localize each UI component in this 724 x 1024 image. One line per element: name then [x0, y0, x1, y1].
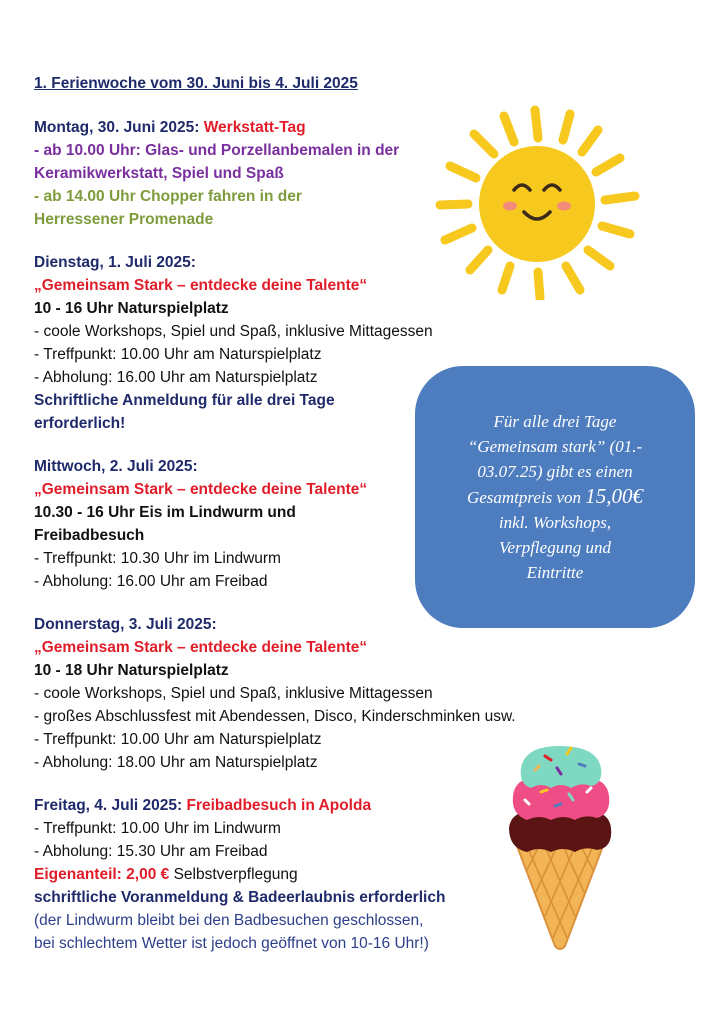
callout-line-4: Gesamtpreis von: [466, 488, 586, 507]
list-item: - Abholung: 18.00 Uhr am Naturspielplatz: [34, 754, 318, 771]
list-item: - coole Workshops, Spiel und Spaß, inklusive Mittagessen: [34, 685, 433, 702]
friday-title: Freibadbesuch in Apolda: [186, 797, 372, 814]
callout-line-3: 03.07.25) gibt es einen: [477, 462, 633, 481]
wednesday-time-1: 10.30 - 16 Uhr Eis im Lindwurm und: [34, 504, 296, 521]
thursday-date: Donnerstag, 3. Juli 2025:: [34, 616, 217, 633]
callout-line-6: Verpflegung und: [499, 538, 611, 557]
callout-line-2: “Gemeinsam stark” (01.-: [467, 437, 643, 456]
callout-line-7: Eintritte: [526, 563, 584, 582]
monday-line-2: Keramikwerkstatt, Spiel und Spaß: [34, 165, 284, 182]
list-item: - großes Abschlussfest mit Abendessen, Disco, Kinderschminken usw.: [34, 708, 516, 725]
tuesday-note-2: erforderlich!: [34, 415, 126, 432]
callout-line-1: Für alle drei Tage: [493, 412, 617, 431]
list-item: - Abholung: 16.00 Uhr am Naturspielplatz: [34, 369, 318, 386]
tuesday-time: 10 - 16 Uhr Naturspielplatz: [34, 300, 229, 317]
tuesday-note-1: Schriftliche Anmeldung für alle drei Tage: [34, 392, 335, 409]
tuesday-date: Dienstag, 1. Juli 2025:: [34, 254, 196, 271]
list-item: - coole Workshops, Spiel und Spaß, inklusive Mittagessen: [34, 323, 433, 340]
list-item: - Treffpunkt: 10.00 Uhr am Naturspielplatz: [34, 346, 322, 363]
monday-line-1: - ab 10.00 Uhr: Glas- und Porzellanbemalen in der: [34, 142, 400, 159]
friday-registration: schriftliche Voranmeldung & Badeerlaubnis erforderlich: [34, 889, 446, 906]
list-item: - Abholung: 16.00 Uhr am Freibad: [34, 573, 268, 590]
week-heading: 1. Ferienwoche vom 30. Juni bis 4. Juli 2025: [34, 75, 358, 92]
friday-remark-2: bei schlechtem Wetter ist jedoch geöffnet von 10-16 Uhr!): [34, 935, 429, 952]
list-item: - Abholung: 15.30 Uhr am Freibad: [34, 843, 268, 860]
friday-cost-label: Eigenanteil: 2,00 €: [34, 866, 174, 883]
monday-line-4: Herressener Promenade: [34, 211, 214, 228]
list-item: - Treffpunkt: 10.00 Uhr im Lindwurm: [34, 820, 281, 837]
price-callout: [415, 366, 695, 628]
friday-date: Freitag, 4. Juli 2025:: [34, 797, 187, 814]
monday-line-3: - ab 14.00 Uhr Chopper fahren in der: [34, 188, 302, 205]
ice-cream-cone-icon: [505, 742, 615, 952]
thursday-time: 10 - 18 Uhr Naturspielplatz: [34, 662, 229, 679]
callout-line-5: inkl. Workshops,: [498, 513, 612, 532]
monday-date: Montag, 30. Juni 2025:: [34, 119, 204, 136]
wednesday-date: Mittwoch, 2. Juli 2025:: [34, 458, 198, 475]
list-item: - Treffpunkt: 10.00 Uhr am Naturspielplatz: [34, 731, 322, 748]
tuesday-title: „Gemeinsam Stark – entdecke deine Talente“: [34, 277, 368, 294]
list-item: - Treffpunkt: 10.30 Uhr im Lindwurm: [34, 550, 281, 567]
smiling-sun-icon: [430, 100, 645, 300]
wednesday-title: „Gemeinsam Stark – entdecke deine Talente“: [34, 481, 368, 498]
wednesday-time-2: Freibadbesuch: [34, 527, 145, 544]
monday-title: Werkstatt-Tag: [203, 119, 306, 136]
friday-cost-note: Selbstverpflegung: [173, 866, 298, 883]
friday-remark-1: (der Lindwurm bleibt bei den Badbesuchen geschlossen,: [34, 912, 424, 929]
thursday-title: „Gemeinsam Stark – entdecke deine Talente“: [34, 639, 368, 656]
callout-price: 15,00€: [585, 484, 644, 508]
